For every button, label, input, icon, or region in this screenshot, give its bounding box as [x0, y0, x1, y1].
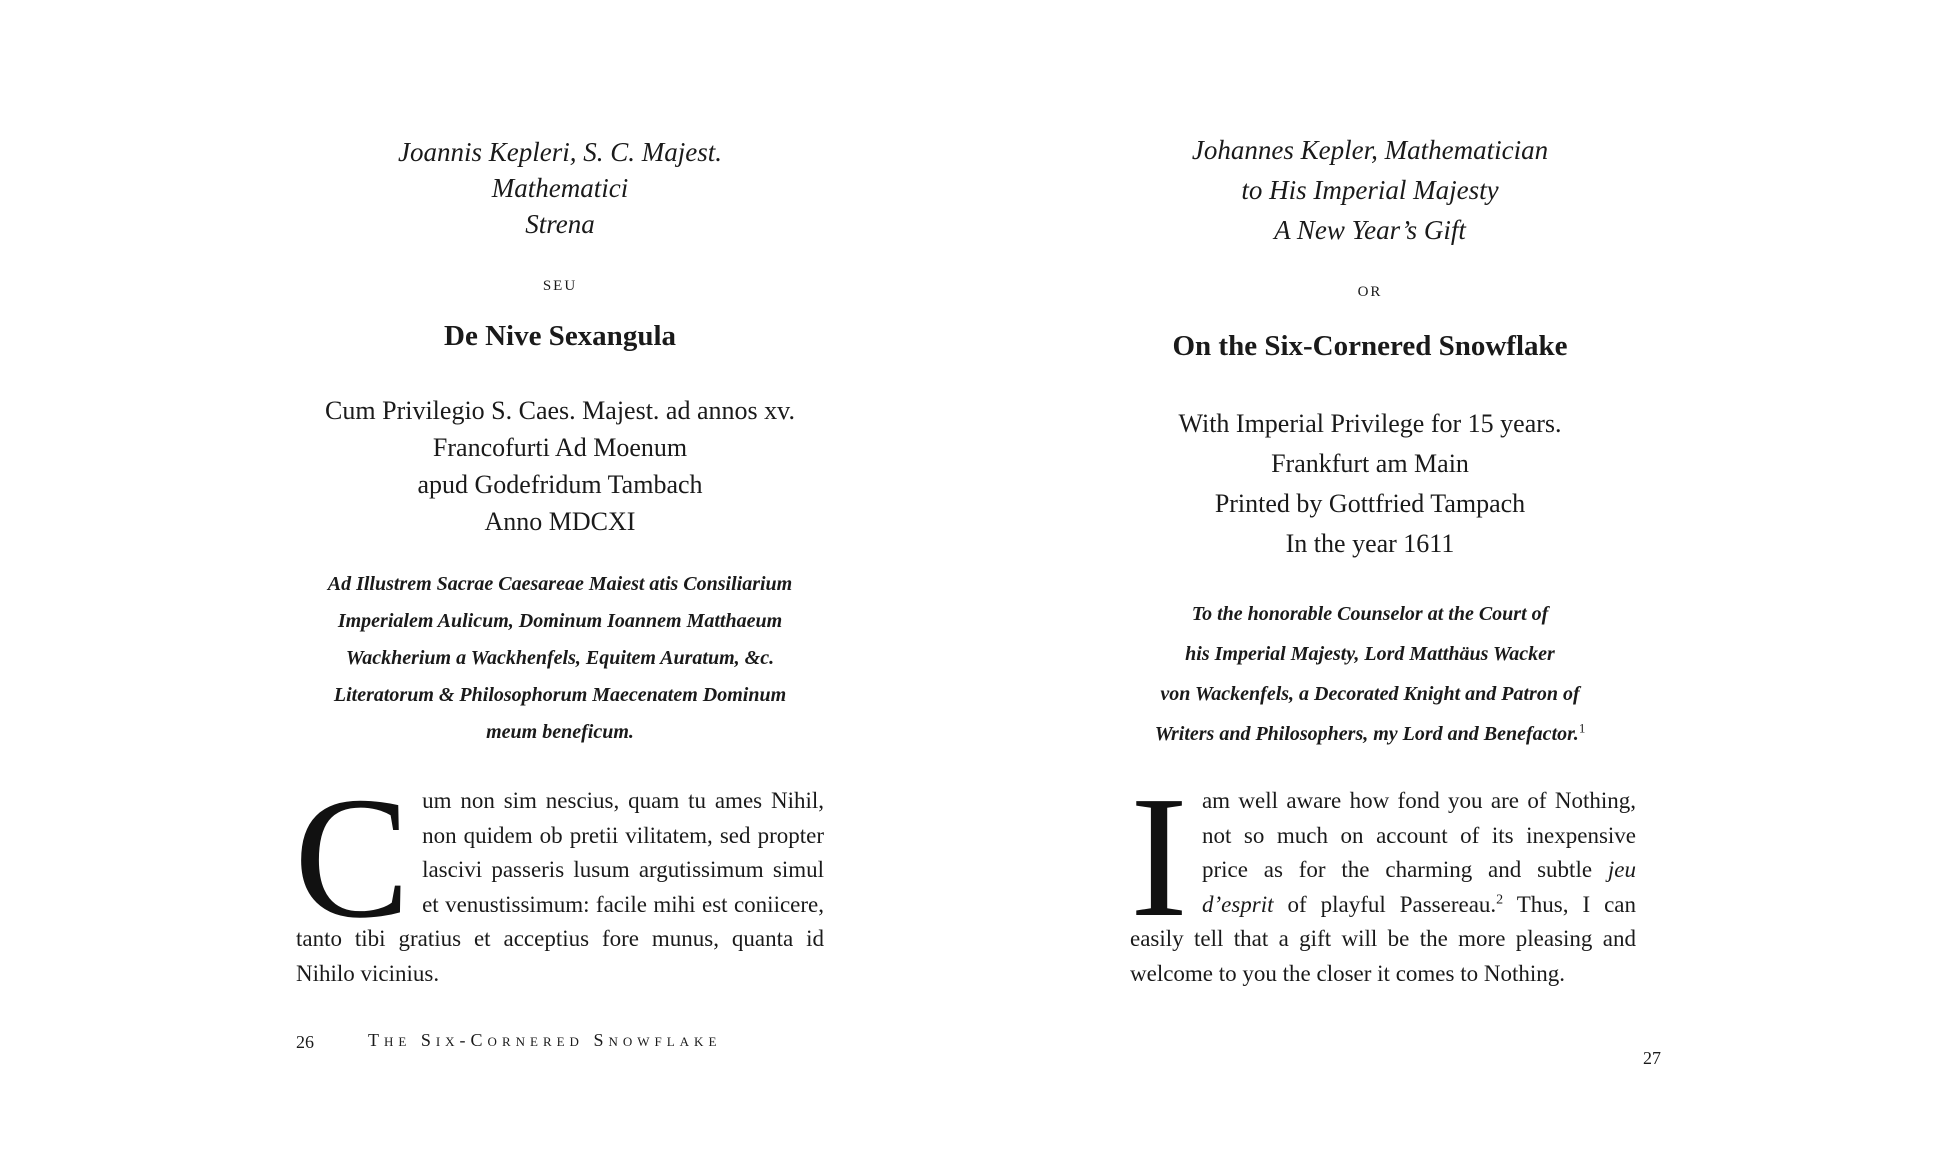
imprint-line: apud Godefridum Tambach [417, 470, 703, 499]
latin-dedication [290, 566, 830, 751]
title-line: Strena [525, 209, 595, 239]
title-line: Johannes Kepler, Mathematician [1191, 135, 1549, 165]
page-number: 27 [1643, 1048, 1661, 1068]
latin-body-paragraph [294, 761, 824, 991]
latin-connector: seu [542, 270, 578, 295]
title-line: Mathematici [491, 173, 629, 203]
body-text-part: of playful Passereau. [1273, 891, 1497, 917]
dedication-line: Wackherium a Wackhenfels, Equitem Auratum, &c. [345, 647, 775, 669]
english-imprint [1120, 404, 1620, 564]
dedication-line: Literatorum & Philosophorum Maecenatem Dominum [333, 684, 787, 706]
dedication-line: von Wackenfels, a Decorated Knight and Patron of [1160, 683, 1580, 705]
dedication-line: Imperialem Aulicum, Dominum Ioannem Matthaeum [337, 610, 783, 632]
latin-imprint [300, 392, 820, 540]
imprint-line: In the year 1611 [1285, 529, 1455, 558]
body-text-part: am well aware how fond you are of Nothing, not so much on account of its inexpensive price as for the charming and subtle [1201, 788, 1636, 882]
footnote-marker: 2 [1496, 891, 1504, 907]
dedication-line [1110, 714, 1630, 754]
english-main-title: On the Six-Cornered Snowflake [1172, 330, 1568, 362]
title-line: A New Year’s Gift [1274, 215, 1466, 245]
dedication-line: his Imperial Majesty, Lord Matthäus Wacker [1185, 643, 1555, 665]
body-italic-phrase: jeu d’esprit [1201, 857, 1636, 917]
imprint-line: Anno MDCXI [484, 507, 636, 536]
title-line: Joannis Kepleri, S. C. Majest. [398, 137, 722, 167]
imprint-line: Printed by Gottfried Tampach [1214, 489, 1526, 518]
dedication-line: Ad Illustrem Sacrae Caesareae Maiest atis Consiliarium [327, 573, 793, 595]
latin-body-text: um non sim nescius, quam tu ames Nihil, non quidem ob pretii vilitatem, sed propter lascivi passeris lusum argutissimum simul et venustissimum: facile mihi est coniicere, tanto tibi gratius et acceptius fore munus, quanta id Nihilo vicinius. [296, 788, 824, 986]
imprint-line: With Imperial Privilege for 15 years. [1178, 409, 1562, 438]
latin-author-title [300, 134, 820, 242]
imprint-line: Francofurti Ad Moenum [432, 433, 688, 462]
dedication-line: To the honorable Counselor at the Court of [1191, 603, 1549, 625]
dedication-line: meum beneficum. [486, 721, 634, 743]
imprint-line: Frankfurt am Main [1271, 449, 1469, 478]
footnote-marker: 1 [1578, 720, 1586, 736]
running-head: The Six-Cornered Snowflake [368, 1030, 722, 1050]
drop-cap: I [1130, 760, 1188, 953]
page-number: 26 [296, 1032, 314, 1052]
title-line: to His Imperial Majesty [1241, 175, 1499, 205]
dedication-text: Writers and Philosophers, my Lord and Benefactor. [1154, 723, 1579, 745]
english-connector: or [1357, 276, 1383, 301]
body-text-part: Thus, I can easily tell that a gift will be the more pleasing and welcome to you the closer it comes to Nothing. [1130, 891, 1636, 986]
right-page [973, 0, 1946, 1150]
latin-main-title: De Nive Sexangula [444, 320, 676, 352]
drop-cap: C [294, 761, 411, 954]
imprint-line: Cum Privilegio S. Caes. Majest. ad annos xv. [325, 396, 795, 425]
english-author-title [1120, 130, 1620, 250]
english-dedication [1110, 594, 1630, 754]
english-body-paragraph [1130, 760, 1636, 991]
